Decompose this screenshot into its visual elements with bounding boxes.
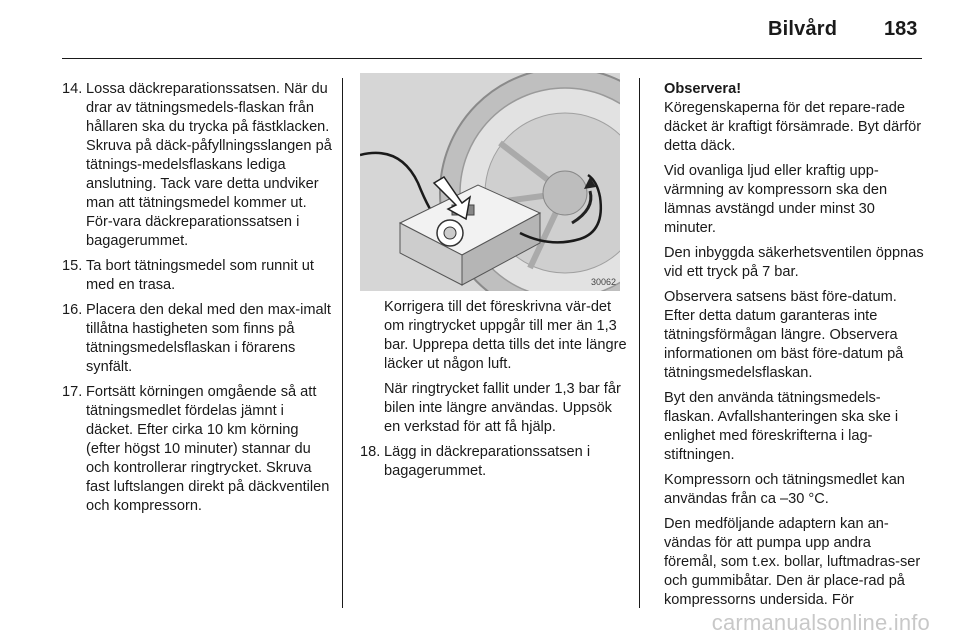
paragraph: Den medföljande adaptern kan an-vändas för att pumpa upp andra föremål, som t.ex. bollar, luftmadras-ser och gummibåtar. Den är place-rad på kompressorns undersida. För — [664, 516, 921, 608]
list-item — [62, 80, 332, 251]
paragraph: Observera satsens bäst före-datum. Efter detta datum garanteras inte tätningsförmågan längre. Observera informationen om bäst före-datum på tätningsmedelsflaskan. — [664, 289, 904, 381]
paragraph: Kompressorn och tätningsmedlet kan användas från ca –30 °C. — [664, 472, 905, 507]
list-item-text: Placera den dekal med den max-imalt tillåtna hastigheten som finns på tätningsmedelsflaskan i förarens synfält. — [86, 302, 331, 375]
paragraph: Köregenskaperna för det repare-rade däcket är kraftigt försämrade. Byt därför detta däck. — [664, 100, 922, 154]
column-divider-right — [639, 78, 640, 608]
column-divider-left — [342, 78, 343, 608]
list-item-number: 15. — [62, 258, 83, 274]
list-item — [360, 443, 628, 481]
paragraph: Byt den använda tätningsmedels-flaskan. Avfallshanteringen ska ske i enlighet med föreskrifterna i lag-stiftningen. — [664, 390, 899, 463]
list-item-number: 14. — [62, 81, 83, 97]
tire-compressor-illustration — [360, 73, 620, 291]
paragraph: Vid ovanliga ljud eller kraftig upp-värmning av kompressorn ska den lämnas avstängd under minst 30 minuter. — [664, 163, 888, 236]
header-divider — [62, 58, 922, 59]
list-item — [62, 257, 332, 295]
list-item-text: Fortsätt körningen omgående så att tätningsmedlet fördelas jämnt i däcket. Efter cirka 10 km körning (efter högst 10 minuter) stannar du och kontrollerar ringtrycket. Skruva fast luftslangen direkt på däckventilen och kompressorn. — [86, 384, 330, 514]
middle-column — [360, 298, 628, 487]
list-item-text: Lossa däckreparationssatsen. När du drar av tätningsmedels-flaskan från hållaren ska du trycka på fästklacken. Skruva på däck-påfyllningsslangen på tätnings-medelsflaskans lediga anslutning. Tack vare detta undviker man att tätningsmedel kommer ut. För-vara däckreparationssatsen i bagagerummet. — [86, 81, 332, 249]
list-item — [62, 301, 332, 377]
figure-number: 30062 — [590, 277, 616, 287]
list-item-text: Lägg in däckreparationssatsen i bagagerummet. — [384, 444, 591, 479]
list-item-text: Ta bort tätningsmedel som runnit ut med en trasa. — [86, 258, 314, 293]
right-column — [664, 80, 926, 616]
paragraph: När ringtrycket fallit under 1,3 bar får bilen inte längre användas. Uppsök en verkstad för att få hjälp. — [384, 381, 621, 435]
page-number: 183 — [884, 18, 918, 40]
illustration-drawing — [360, 73, 620, 291]
list-item-number: 16. — [62, 302, 83, 318]
list-item — [62, 383, 332, 516]
paragraph: Korrigera till det föreskrivna vär-det om ringtrycket uppgår till mer än 1,3 bar. Upprepa detta tills det inte längre läcker ut någon luft. — [384, 299, 627, 372]
left-column — [62, 80, 332, 522]
page-title: Bilvård — [768, 18, 838, 40]
watermark: carmanualsonline.info — [711, 610, 930, 635]
note-heading: Observera! — [664, 81, 742, 97]
paragraph: Den inbyggda säkerhetsventilen öppnas vid ett tryck på 7 bar. — [664, 245, 924, 280]
list-item-number: 17. — [62, 384, 83, 400]
list-item-number: 18. — [360, 444, 381, 460]
